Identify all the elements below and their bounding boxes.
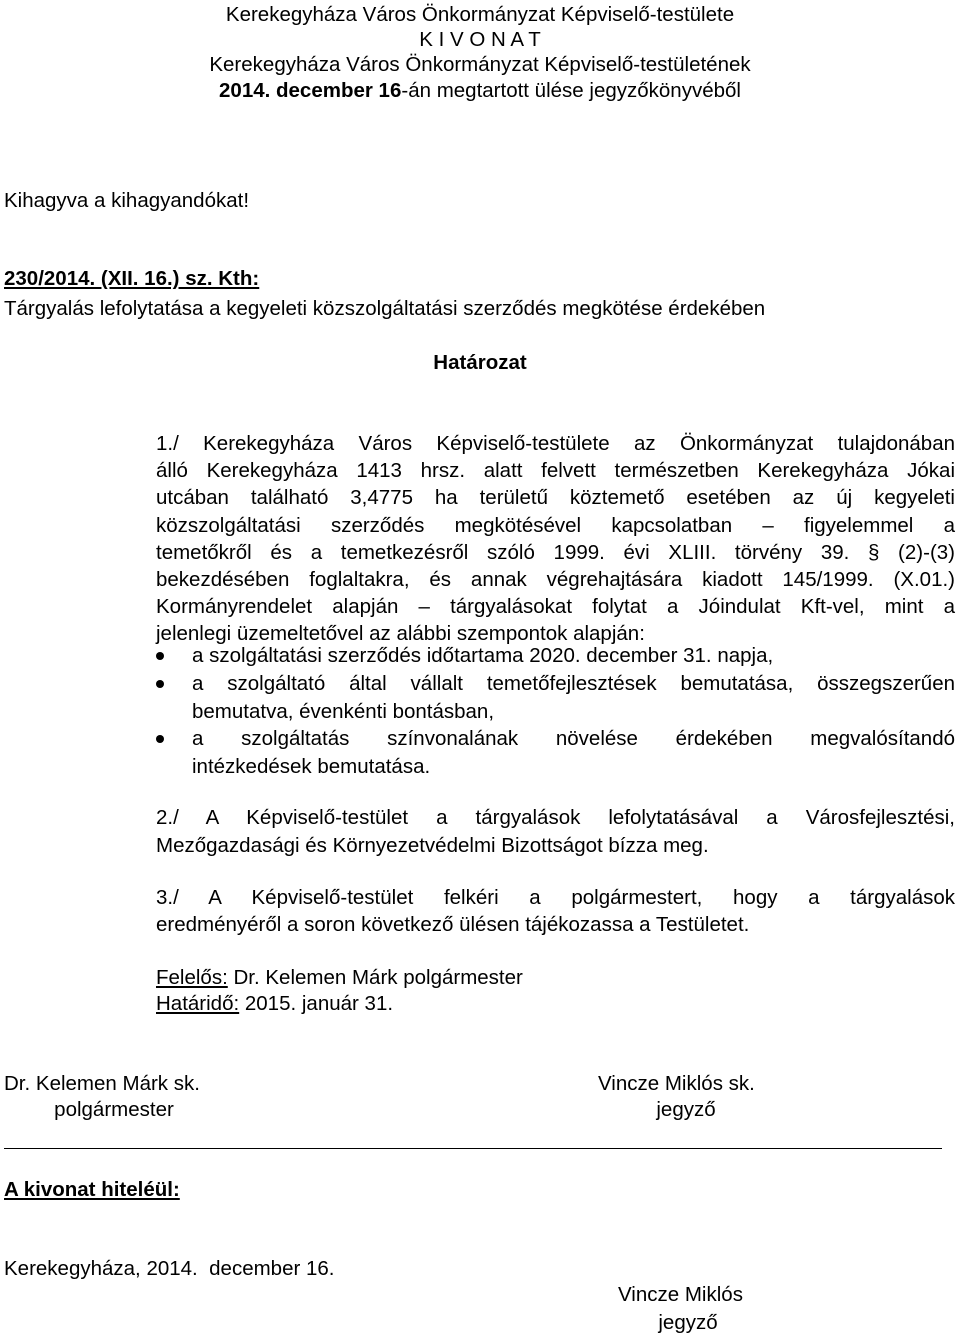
certification-signer-name: Vincze Miklós bbox=[618, 1283, 743, 1306]
signature-left-title: polgármester bbox=[54, 1098, 174, 1121]
point-1-line: közszolgáltatási szerződés megkötésével kapcsolatban – figyelemmel a bbox=[156, 513, 955, 537]
point-1-line: 1./ Kerekegyháza Város Képviselő-testülete az Önkormányzat tulajdonában bbox=[156, 432, 955, 455]
divider-line bbox=[4, 1148, 942, 1149]
header-line-3: Kerekegyháza Város Önkormányzat Képviselő-testületének bbox=[209, 53, 751, 76]
certification-heading: A kivonat hiteléül: bbox=[4, 1178, 180, 1201]
skip-note: Kihagyva a kihagyandókat! bbox=[4, 189, 250, 212]
point-1 bbox=[156, 431, 955, 649]
certification-place-date: Kerekegyháza, 2014. december 16. bbox=[4, 1257, 335, 1280]
point-3-line-1: 3./ A Képviselő-testület felkéri a polgármestert, hogy a tárgyalások bbox=[156, 886, 955, 909]
signature-left-name: Dr. Kelemen Márk sk. bbox=[4, 1072, 200, 1095]
responsible-label: Felelős: bbox=[156, 966, 228, 989]
bullet-dot bbox=[156, 652, 164, 660]
point-1-line: temetőkről és a temetkezésről szóló 1999. évi XLIII. törvény 39. § (2)-(3) bbox=[156, 540, 955, 564]
deadline bbox=[156, 991, 393, 1016]
header-line-1: Kerekegyháza Város Önkormányzat Képviselő-testülete bbox=[225, 3, 735, 26]
signature-right-name: Vincze Miklós sk. bbox=[598, 1072, 755, 1095]
point-2-line-2: Mezőgazdasági és Környezetvédelmi Bizottságot bízza meg. bbox=[156, 834, 709, 857]
bullet-dot bbox=[156, 735, 164, 743]
point-2-line-1: 2./ A Képviselő-testület a tárgyalások lefolytatásával a Városfejlesztési, bbox=[156, 806, 955, 829]
point-1-line: bekezdésében foglaltakra, és annak végrehajtására kiadott 145/1999. (X.01.) bbox=[156, 567, 955, 591]
deadline-value: 2015. január 31. bbox=[239, 992, 394, 1015]
point-1-line: jelenlegi üzemeltetővel az alábbi szempontok alapján: bbox=[156, 622, 645, 646]
responsible bbox=[156, 965, 523, 990]
bullet-item-1: a szolgáltatási szerződés időtartama 2020. december 31. napja, bbox=[192, 644, 774, 667]
point-3-line-2: eredményéről a soron következő ülésen tájékozassa a Testületet. bbox=[156, 913, 750, 936]
resolution-heading: Határozat bbox=[433, 351, 527, 374]
bullet-item-2: a szolgáltató által vállalt temetőfejlesztések bemutatása, összegszerűen bbox=[192, 672, 955, 695]
resolution-number: 230/2014. (XII. 16.) sz. Kth: bbox=[4, 267, 260, 290]
point-1-line: Kormányrendelet alapján – tárgyalásokat folytat a Jóindulat Kft-vel, mint a bbox=[156, 595, 955, 619]
resolution-subject: Tárgyalás lefolytatása a kegyeleti közszolgáltatási szerződés megkötése érdekében bbox=[4, 297, 766, 320]
header-date: 2014. december 16 bbox=[219, 79, 402, 102]
point-1-line: utcában található 3,4775 ha területű köztemető esetében az új kegyeleti bbox=[156, 486, 955, 510]
certification-signer-title: jegyző bbox=[658, 1311, 718, 1334]
header-line-4 bbox=[0, 78, 960, 103]
bullet-item-3-cont: intézkedések bemutatása. bbox=[192, 755, 431, 778]
point-1-line: álló Kerekegyháza 1413 hrsz. alatt felvett természetben Kerekegyháza Jókai bbox=[156, 459, 955, 483]
bullet-dot bbox=[156, 680, 164, 688]
header-kivonat: K I V O N A T bbox=[419, 28, 541, 51]
responsible-value: Dr. Kelemen Márk polgármester bbox=[227, 966, 523, 989]
header-line-4-rest: -án megtartott ülése jegyzőkönyvéből bbox=[401, 79, 741, 102]
signature-right-title: jegyző bbox=[656, 1098, 716, 1121]
bullet-item-3: a szolgáltatás színvonalának növelése érdekében megvalósítandó bbox=[192, 727, 955, 750]
bullet-item-2-cont: bemutatva, évenkénti bontásban, bbox=[192, 700, 495, 723]
deadline-label: Határidő: bbox=[156, 992, 240, 1015]
